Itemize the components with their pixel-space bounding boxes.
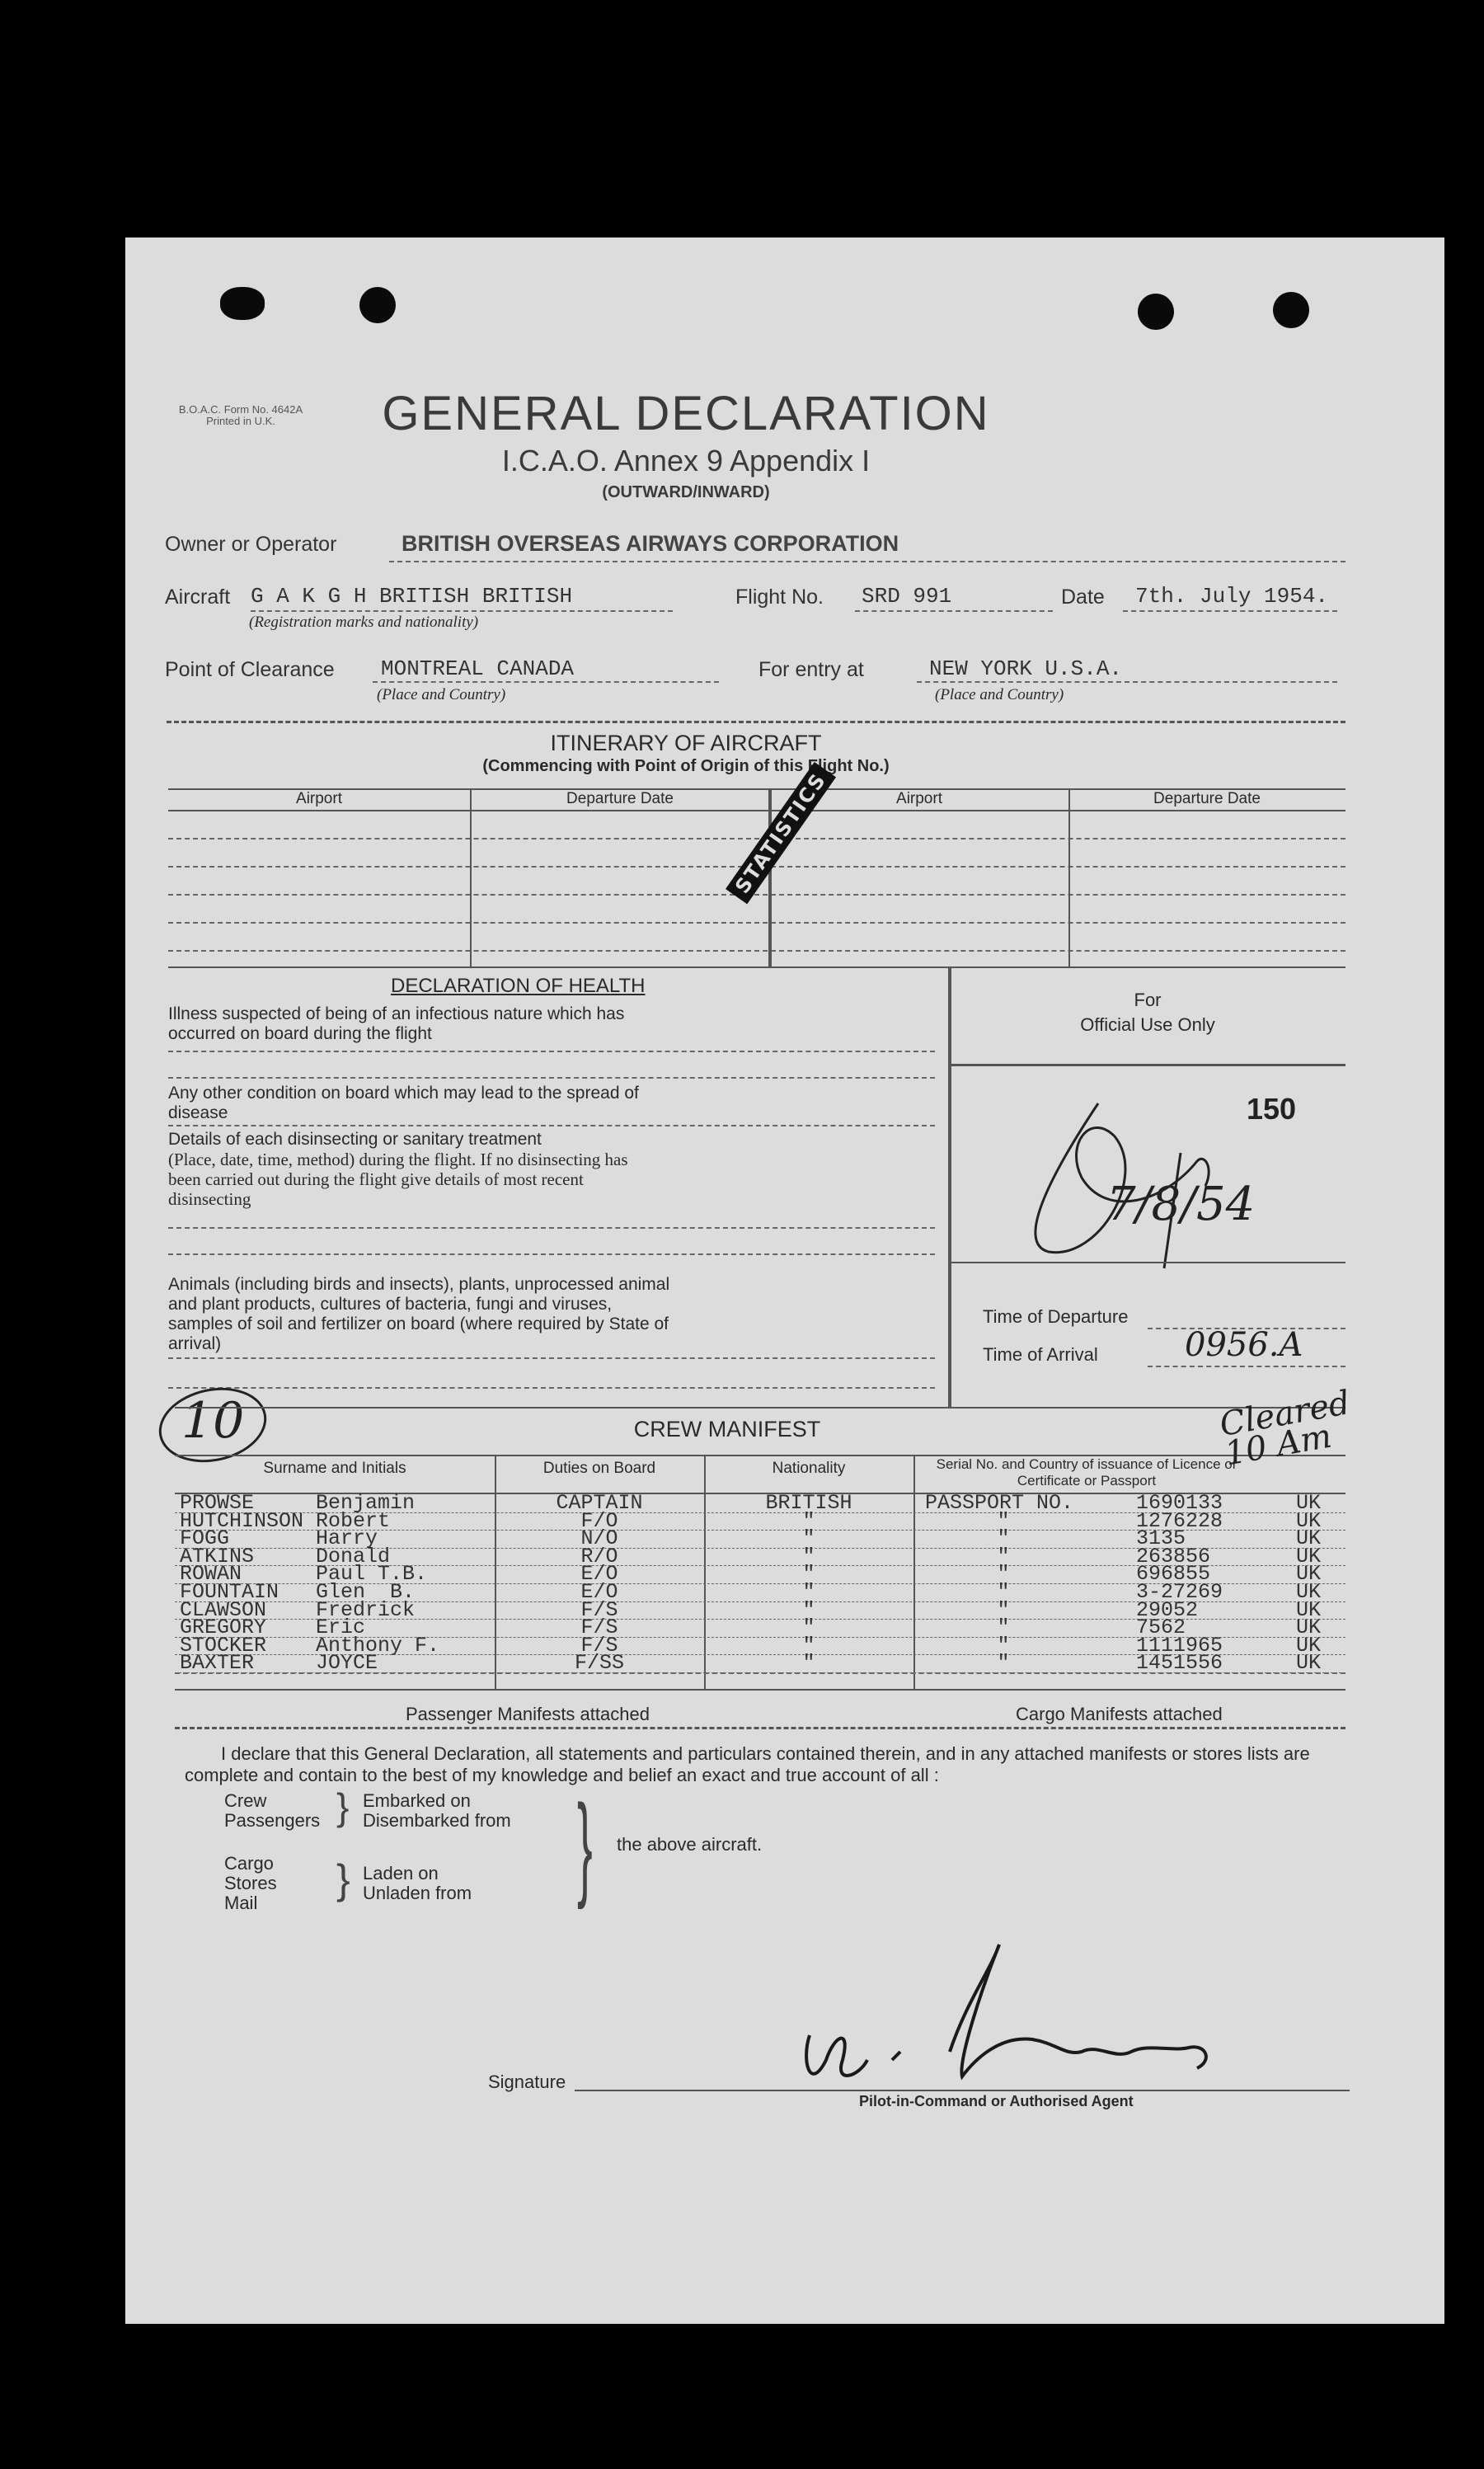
health-question-animals: Animals (including birds and insects), plants, unprocessed animal and plant products, cultures of bacteria, fungi and viruses, samples of soil and fertilizer on board (where required by State of arrival): [168, 1275, 670, 1353]
itinerary-row-line: [168, 894, 1345, 896]
disembarked-label: Disembarked from: [363, 1810, 511, 1831]
official-date-handwritten: 7/8/54: [1106, 1178, 1256, 1231]
crew-header-name: Surname and Initials: [263, 1460, 406, 1477]
crew-serial: 1276228: [1136, 1508, 1223, 1533]
health-line: [168, 1387, 935, 1389]
crew-name: ATKINS Donald: [180, 1544, 391, 1568]
date-line: [1123, 610, 1337, 612]
arrival-value: 0956.A: [1185, 1326, 1303, 1364]
crew-country: UK: [1296, 1526, 1322, 1551]
form-ref-line2: Printed in U.K.: [206, 415, 275, 427]
passenger-manifests-label: Passenger Manifests attached: [406, 1704, 650, 1724]
crew-duty: F/S: [580, 1597, 618, 1622]
form-reference: [158, 404, 323, 427]
flight-value: SRD 991: [862, 584, 952, 609]
crew-serial-label: ": [997, 1526, 1010, 1551]
crew-serial-label: ": [997, 1508, 1010, 1533]
crew-name: HUTCHINSON Robert: [180, 1508, 391, 1533]
crew-serial: 29052: [1136, 1597, 1199, 1622]
signature-handwritten: [785, 1936, 1247, 2109]
crew-serial-label: ": [997, 1544, 1010, 1568]
crew-country: UK: [1296, 1633, 1322, 1658]
punch-hole: [220, 287, 265, 320]
crew-name: BAXTER JOYCE: [180, 1651, 378, 1676]
owner-line: [389, 561, 1345, 562]
crew-serial: 3-27269: [1136, 1580, 1223, 1604]
official-line: [950, 1262, 1345, 1263]
crew-name: GREGORY Eric: [180, 1615, 366, 1640]
health-line: [168, 1227, 935, 1229]
attached-line: [175, 1727, 1345, 1729]
official-line: [950, 1064, 1345, 1066]
crew-duty: N/O: [580, 1526, 618, 1551]
crew-name: STOCKER Anthony F.: [180, 1633, 440, 1658]
itinerary-col-divider: [470, 788, 472, 966]
crew-title: CREW MANIFEST: [633, 1417, 821, 1441]
crew-serial-label: ": [997, 1615, 1010, 1640]
crew-nationality: BRITISH: [765, 1491, 852, 1515]
health-line: [168, 1077, 935, 1079]
crew-duty: R/O: [580, 1544, 618, 1568]
entry-label: For entry at: [758, 658, 864, 681]
punch-hole: [1273, 292, 1309, 328]
big-brace: }: [577, 1780, 593, 1910]
cargo-manifests-label: Cargo Manifests attached: [1016, 1704, 1223, 1724]
passengers-label: Passengers: [224, 1810, 321, 1831]
crew-name: ROWAN Paul T.B.: [180, 1562, 428, 1587]
itinerary-header-date-1: Departure Date: [566, 790, 674, 807]
itinerary-row-line: [168, 838, 1345, 839]
itinerary-header-line: [168, 810, 1345, 811]
crew-serial: 1451556: [1136, 1651, 1223, 1676]
crew-nationality: ": [802, 1562, 815, 1587]
itinerary-subtitle: (Commencing with Point of Origin of this Flight No.): [482, 757, 890, 775]
bracket-group-2-actions: [363, 1864, 472, 1903]
crew-duty: E/O: [580, 1562, 618, 1587]
crew-serial-label: ": [997, 1633, 1010, 1658]
departure-label: Time of Departure: [983, 1306, 1129, 1327]
crew-row-line: [175, 1672, 1345, 1674]
crew-country: UK: [1296, 1562, 1322, 1587]
crew-serial: 1111965: [1136, 1633, 1223, 1658]
clearance-note: (Place and Country): [377, 686, 506, 703]
crew-serial: 696855: [1136, 1562, 1211, 1587]
itinerary-bottom-line: [168, 966, 1345, 968]
health-question-disinsecting: Details of each disinsecting or sanitary treatment: [168, 1130, 542, 1149]
form-ref-line1: B.O.A.C. Form No. 4642A: [178, 403, 303, 416]
crew-nationality: ": [802, 1526, 815, 1551]
crew-country: UK: [1296, 1615, 1322, 1640]
clearance-value: MONTREAL CANADA: [381, 656, 575, 681]
itinerary-title: ITINERARY OF AIRCRAFT: [550, 731, 822, 755]
itinerary-header-airport-2: Airport: [896, 790, 942, 807]
unladen-label: Unladen from: [363, 1883, 472, 1903]
crew-serial: 263856: [1136, 1544, 1211, 1568]
health-question-condition: Any other condition on board which may lead to the spread of disease: [168, 1084, 639, 1122]
crew-country: UK: [1296, 1491, 1322, 1515]
crew-duty: F/O: [580, 1508, 618, 1533]
crew-nationality: ": [802, 1651, 815, 1676]
crew-name: PROWSE Benjamin: [180, 1491, 416, 1515]
entry-value: NEW YORK U.S.A.: [929, 656, 1123, 681]
signature-label: Signature: [488, 2072, 566, 2092]
arrival-line: [1148, 1366, 1345, 1367]
crew-serial-label: ": [997, 1651, 1010, 1676]
punch-hole: [1138, 294, 1174, 330]
brace: }: [336, 1856, 350, 1902]
crew-name: FOGG Harry: [180, 1526, 378, 1551]
itinerary-header-date-2: Departure Date: [1153, 790, 1261, 807]
aircraft-value: G A K G H BRITISH BRITISH: [251, 584, 573, 609]
flight-line: [855, 610, 1053, 612]
laden-label: Laden on: [363, 1863, 439, 1883]
form-title: GENERAL DECLARATION: [382, 387, 990, 440]
owner-value: BRITISH OVERSEAS AIRWAYS CORPORATION: [402, 531, 899, 556]
official-label-for: For: [1134, 990, 1162, 1010]
bracket-group-1: [224, 1791, 320, 1831]
aircraft-label: Aircraft: [165, 586, 231, 609]
crew-name: CLAWSON Fredrick: [180, 1597, 416, 1622]
itinerary-row-line: [168, 922, 1345, 924]
crew-country: UK: [1296, 1508, 1322, 1533]
signature-line: [575, 2090, 1350, 2091]
health-line: [168, 1357, 935, 1359]
entry-line: [917, 681, 1337, 683]
mail-label: Mail: [224, 1893, 258, 1913]
itinerary-header-airport-1: Airport: [296, 790, 342, 807]
crew-nationality: ": [802, 1615, 815, 1640]
crew-annotation: Cleared 10 Am: [1216, 1384, 1353, 1474]
itinerary-row-line: [168, 950, 1345, 952]
crew-nationality: ": [802, 1633, 815, 1658]
crew-header-nationality: Nationality: [772, 1460, 846, 1477]
crew-top-line: [175, 1407, 1345, 1409]
crew-nationality: ": [802, 1508, 815, 1533]
official-number: 150: [1247, 1092, 1297, 1126]
circled-number: 10: [181, 1392, 245, 1450]
crew-header-serial: Serial No. and Country of issuance of Licence or Certificate or Passport: [936, 1456, 1237, 1488]
crew-header-duties: Duties on Board: [542, 1460, 656, 1477]
direction-label: (OUTWARD/INWARD): [602, 483, 770, 501]
aircraft-line: [251, 610, 673, 612]
bracket-group-2: [224, 1854, 277, 1913]
bracket-group-1-actions: [363, 1791, 511, 1831]
crew-duty: F/SS: [574, 1651, 624, 1676]
aircraft-note: (Registration marks and nationality): [249, 614, 479, 631]
clearance-label: Point of Clearance: [165, 658, 335, 681]
official-label-use: Official Use Only: [1080, 1014, 1215, 1035]
date-value: 7th. July 1954.: [1135, 584, 1329, 609]
crew-country: UK: [1296, 1597, 1322, 1622]
crew-serial-label: ": [997, 1597, 1010, 1622]
crew-country: UK: [1296, 1580, 1322, 1604]
form-subtitle: I.C.A.O. Annex 9 Appendix I: [501, 444, 871, 477]
arrival-label: Time of Arrival: [983, 1344, 1098, 1365]
crew-bottom-line: [175, 1689, 1345, 1691]
statistics-stamp: STATISTICS: [726, 762, 836, 904]
crew-country: UK: [1296, 1544, 1322, 1568]
above-aircraft-label: the above aircraft.: [617, 1834, 763, 1855]
declaration-text: I declare that this General Declaration, all statements and particulars contained therein, and in any attached manifests or stores lists are complete and contain to the best of my knowledge and belief an exact and true account of all :: [185, 1743, 1310, 1785]
flight-label: Flight No.: [735, 586, 824, 609]
stores-label: Stores: [224, 1873, 277, 1893]
health-line: [168, 1253, 935, 1255]
declaration-form: [125, 237, 1444, 2324]
crew-serial: 3135: [1136, 1526, 1186, 1551]
health-question-illness: Illness suspected of being of an infectious nature which has occurred on board during the flight: [168, 1004, 625, 1043]
crew-nationality: ": [802, 1597, 815, 1622]
itinerary-col-divider: [1068, 788, 1070, 966]
crew-nationality: ": [802, 1580, 815, 1604]
date-label: Date: [1061, 586, 1105, 609]
entry-note: (Place and Country): [935, 686, 1064, 703]
health-title: DECLARATION OF HEALTH: [391, 975, 646, 997]
owner-label: Owner or Operator: [165, 533, 337, 556]
crew-country: UK: [1296, 1651, 1322, 1676]
health-question-disinsecting-detail: (Place, date, time, method) during the flight. If no disinsecting has been carried out during the flight give details of most recent disinsecting: [168, 1150, 628, 1209]
crew-serial: 1690133: [1136, 1491, 1223, 1515]
crew-duty: F/S: [580, 1615, 618, 1640]
crew-duty: E/O: [580, 1580, 618, 1604]
crew-serial-label: ": [997, 1580, 1010, 1604]
crew-name: FOUNTAIN Glen B.: [180, 1580, 416, 1604]
crew-col-divider: [913, 1455, 915, 1689]
crew-serial-label: PASSPORT NO.: [925, 1491, 1074, 1515]
brace: }: [336, 1785, 350, 1828]
itinerary-col-divider: [768, 788, 772, 966]
health-line: [168, 1051, 935, 1052]
crew-serial: 7562: [1136, 1615, 1186, 1640]
crew-nationality: ": [802, 1544, 815, 1568]
signature-role: Pilot-in-Command or Authorised Agent: [859, 2093, 1134, 2109]
cargo-label: Cargo: [224, 1853, 274, 1874]
embarked-label: Embarked on: [363, 1790, 471, 1811]
crew-duty: CAPTAIN: [556, 1491, 643, 1515]
health-line: [168, 1125, 935, 1126]
clearance-line: [373, 681, 719, 683]
punch-hole: [359, 287, 396, 323]
crew-label: Crew: [224, 1790, 267, 1811]
section-divider: [167, 721, 1345, 723]
crew-duty: F/S: [580, 1633, 618, 1658]
crew-serial-label: ": [997, 1562, 1010, 1587]
